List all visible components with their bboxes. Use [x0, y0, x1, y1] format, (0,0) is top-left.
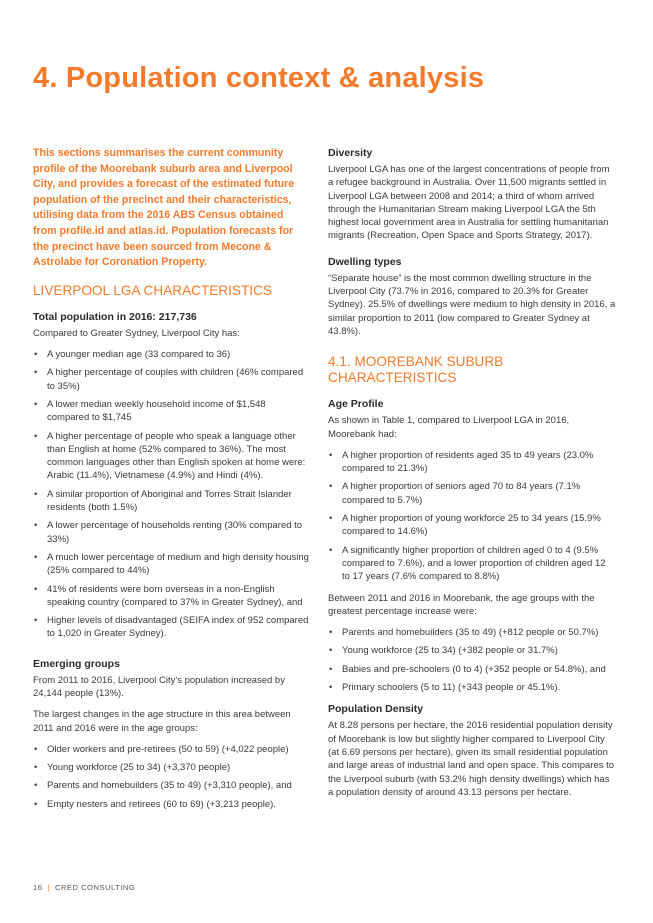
diversity-text: Liverpool LGA has one of the largest concentrations of people from a refugee background in Australia. Over 11,500 migrants settled in Liverpool LGA between 2008 and 2014; a third of whom arrived through the Humanitarian Stream making Liverpool LGA the 5th highest local government area in Australia for settling humanitarian migrants (Recreation, Open Space and Sports Strategy, 2017).: [328, 164, 610, 242]
population-density-text: At 8.28 persons per hectare, the 2016 residential population density of Moorebank is low but slightly higher compared to Liverpool City (at 6.69 persons per hectare), given its small residential population and large areas of industrial land and open space. This compares to the Liverpool suburb (with 53.2% high density dwellings) which has a population density of around 43.13 persons per hectare.: [328, 720, 615, 798]
right-column: [328, 146, 616, 807]
emerging-groups-list: [33, 743, 309, 811]
total-population-text: Compared to Greater Sydney, Liverpool City has:: [33, 327, 240, 339]
list-item: • Older workers and pre-retirees (50 to 59) (+4,022 people): [33, 743, 309, 756]
emerging-groups-text-2: The largest changes in the age structure in this area between 2011 and 2016 were in the age groups:: [33, 709, 291, 734]
footer-separator: |: [47, 883, 50, 892]
list-item: • A lower median weekly household income of $1,548 compared to $1,745: [33, 398, 309, 425]
list-item: • A higher proportion of seniors aged 70 to 84 years (7.1% compared to 5.7%): [328, 480, 616, 507]
left-column: [33, 146, 309, 819]
list-item: • A higher percentage of couples with children (46% compared to 35%): [33, 366, 309, 393]
list-item: • Young workforce (25 to 34) (+3,370 people): [33, 761, 309, 774]
page-footer: [33, 883, 135, 892]
list-item: • A much lower percentage of medium and high density housing (25% compared to 44%): [33, 551, 309, 578]
list-item: • A higher percentage of people who speak a language other than English at home (52% compared to 36%). The most common languages other than English spoken at home were: Arabic (11.4%), Vietnamese (4.9%) and Hindi (4%).: [33, 430, 309, 483]
lga-characteristics-heading: LIVERPOOL LGA CHARACTERISTICS: [33, 282, 272, 298]
total-population-heading: Total population in 2016: 217,736: [33, 310, 197, 323]
population-density-heading: Population Density: [328, 703, 424, 716]
page-title: 4. Population context & analysis: [33, 62, 485, 94]
dwelling-types-heading: Dwelling types: [328, 255, 402, 268]
list-item: • A higher proportion of young workforce 25 to 34 years (15.9% compared to 14.6%): [328, 512, 616, 539]
dwelling-types-text: “Separate house” is the most common dwelling structure in the Liverpool City (73.7% in 2016, compared to 20.3% for Greater Sydney). 25.5% of dwellings were medium to high density in 2016, a similar proportion to 2011 (low compared to Greater Sydney at 43.8%).: [328, 272, 616, 337]
age-profile-text: As shown in Table 1, compared to Liverpool LGA in 2016, Moorebank had:: [328, 415, 570, 440]
age-change-list: [328, 626, 616, 694]
age-change-text: Between 2011 and 2016 in Moorebank, the age groups with the greatest percentage increase were:: [328, 592, 595, 617]
moorebank-suburb-heading: 4.1. MOOREBANK SUBURB CHARACTERISTICS: [328, 354, 504, 386]
list-item: • A significantly higher proportion of children aged 0 to 4 (9.5% compared to 7.6%), and a lower proportion of children aged 12 to 17 years (7.6% compared to 8.8%): [328, 544, 616, 584]
list-item: • Primary schoolers (5 to 11) (+343 people or 45.1%).: [328, 681, 616, 694]
list-item: • Higher levels of disadvantaged (SEIFA index of 952 compared to 1,020 in Greater Sydney).: [33, 614, 309, 641]
list-item: • A younger median age (33 compared to 36): [33, 348, 309, 361]
list-item: • Babies and pre-schoolers (0 to 4) (+352 people or 54.8%), and: [328, 663, 616, 676]
list-item: • Empty nesters and retirees (60 to 69) (+3,213 people).: [33, 798, 309, 811]
lga-characteristics-list: [33, 348, 309, 641]
list-item: • Parents and homebuilders (35 to 49) (+3,310 people), and: [33, 779, 309, 792]
list-item: • A lower percentage of households renting (30% compared to 33%): [33, 519, 309, 546]
emerging-groups-heading: Emerging groups: [33, 657, 120, 670]
list-item: • 41% of residents were born overseas in a non-English speaking country (compared to 37% in Greater Sydney), and: [33, 583, 309, 610]
page-number: 16: [33, 883, 43, 892]
list-item: • Young workforce (25 to 34) (+382 people or 31.7%): [328, 644, 616, 657]
emerging-groups-text-1: From 2011 to 2016, Liverpool City's population increased by 24,144 people (13%).: [33, 674, 285, 699]
list-item: • A similar proportion of Aboriginal and Torres Strait Islander residents (both 1.5%): [33, 488, 309, 515]
intro-paragraph: This sections summarises the current community profile of the Moorebank suburb area and Liverpool City, and provides a forecast of the estimated future population of the precinct and their characteristics, utilising data from the 2016 ABS Census obtained from profile.id and atlas.id. Population forecasts for the precinct have been sourced from Mecone & Astrolabe for Coronation Property.: [33, 147, 295, 269]
list-item: • Parents and homebuilders (35 to 49) (+812 people or 50.7%): [328, 626, 616, 639]
footer-org: CRED CONSULTING: [54, 883, 136, 892]
age-profile-heading: Age Profile: [328, 398, 384, 411]
age-profile-list: [328, 449, 616, 584]
list-item: • A higher proportion of residents aged 35 to 49 years (23.0% compared to 21.3%): [328, 449, 616, 476]
diversity-heading: Diversity: [328, 147, 373, 159]
